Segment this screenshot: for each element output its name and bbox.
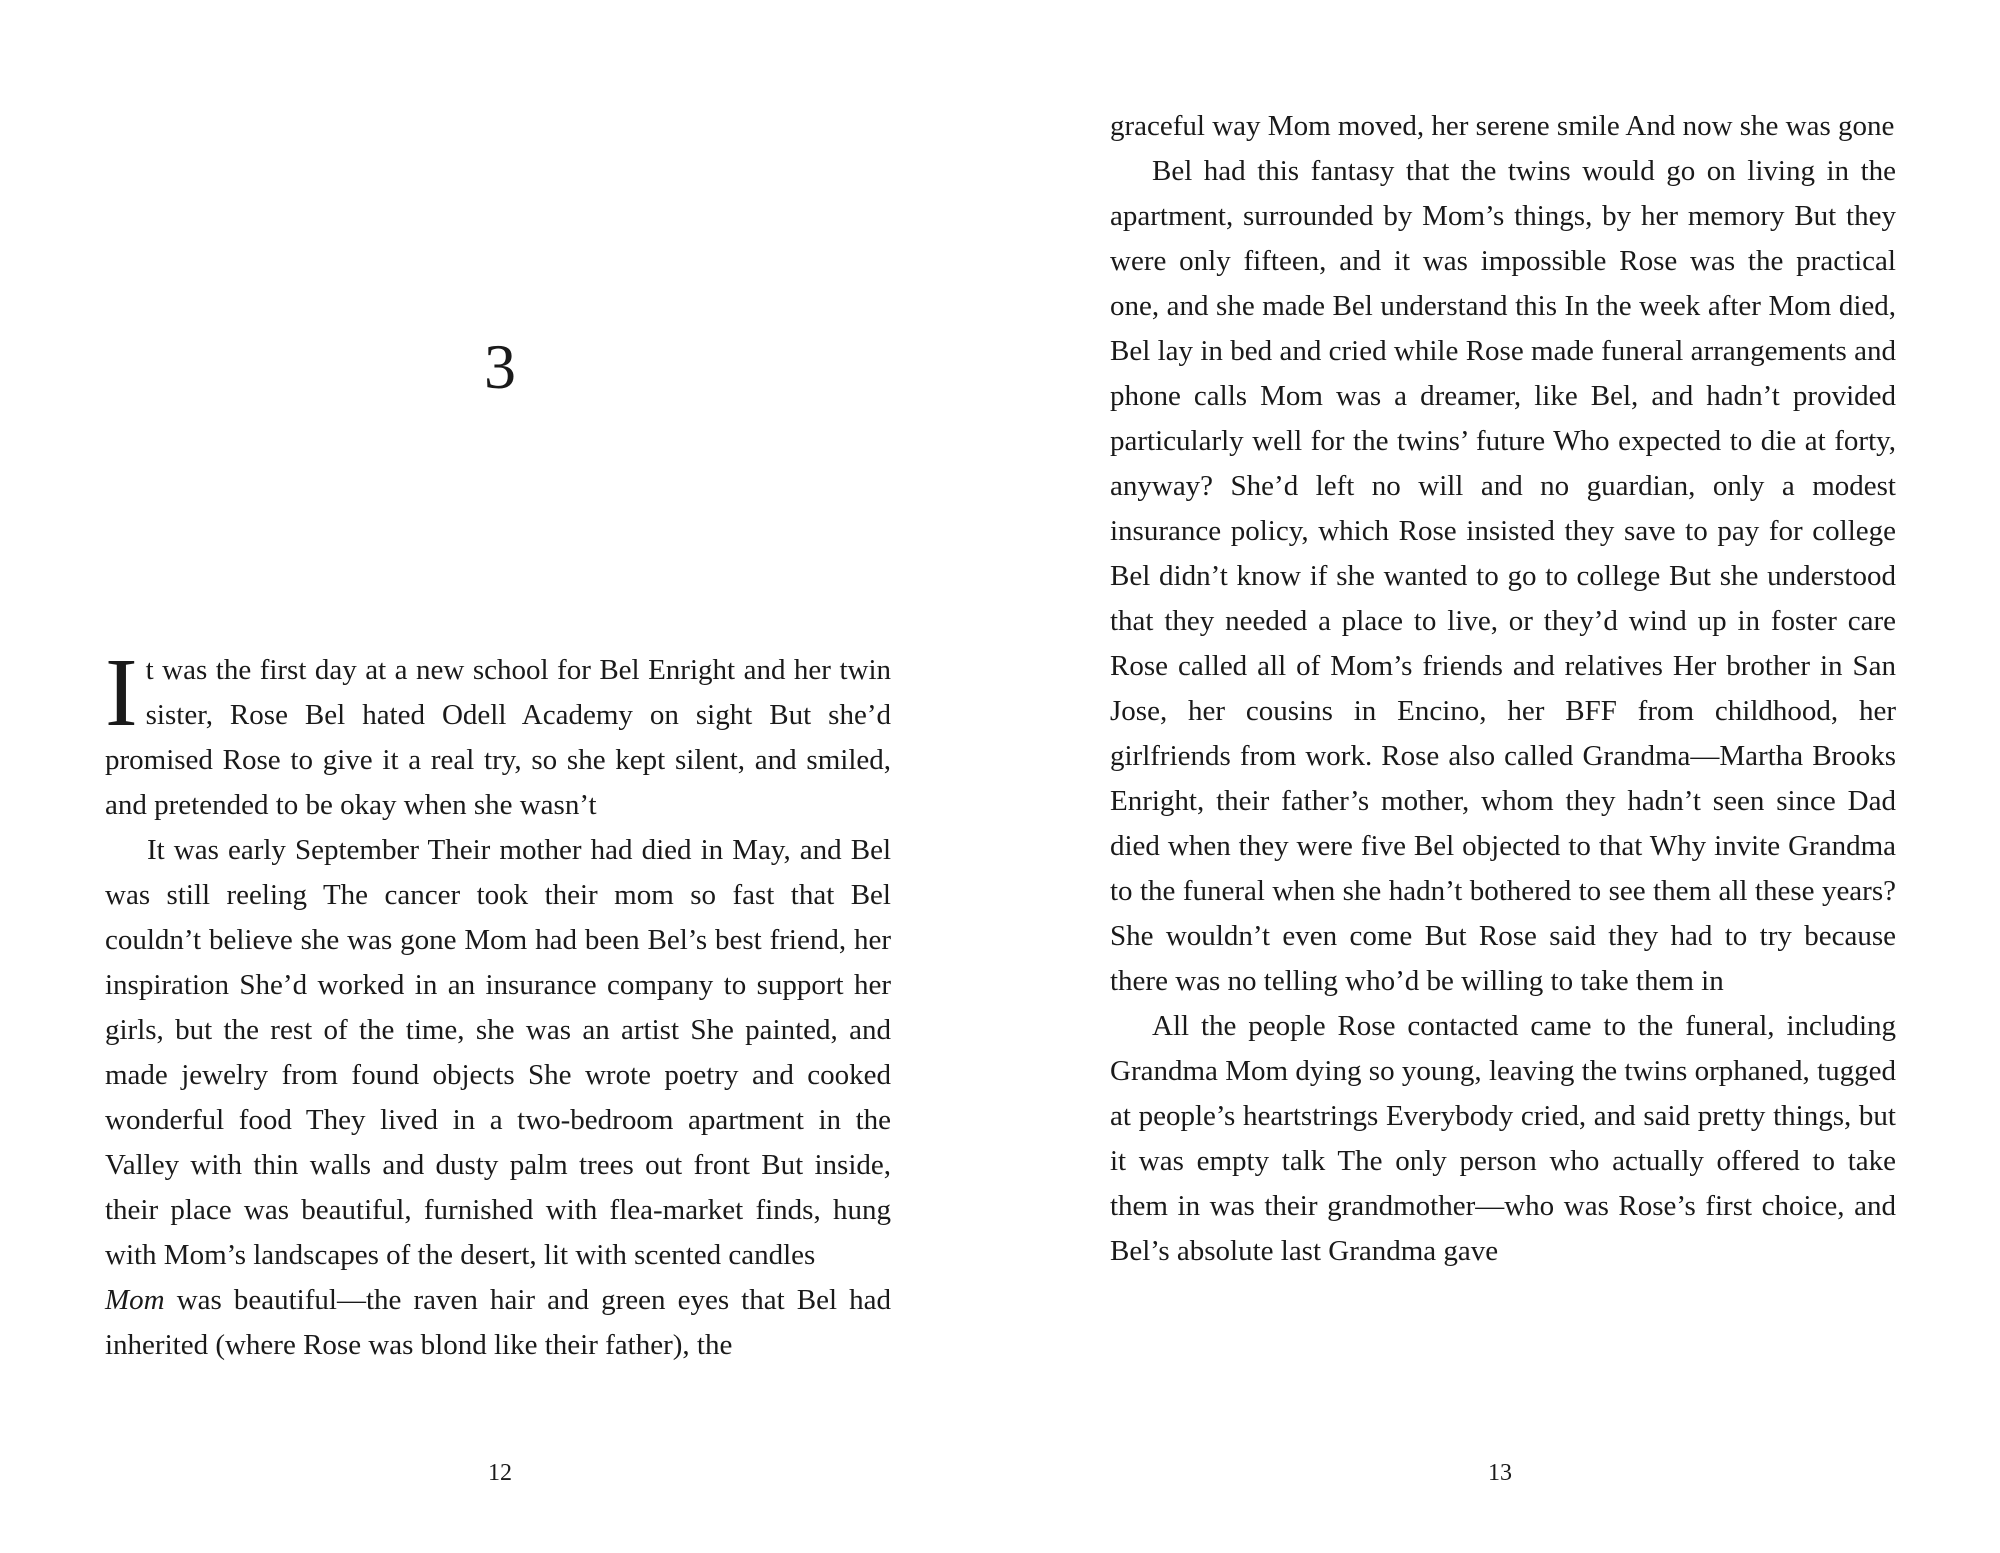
right-page [1000,0,2000,1553]
paragraph-continuation: graceful way Mom moved, her serene smile And now she was gone [1110,110,1895,142]
paragraph: All the people Rose contacted came to the funeral, including Grandma Mom dying so young, leaving the twins orphaned, tugged at people’s heartstrings Everybody cried, and said pretty things, but it was empty talk The only person who actually offered to take them in was their grandmother—who was Rose’s first choice, and Bel’s absolute last Grandma gave [1110,1010,1896,1267]
paragraph-text: It was early September Their mother had died in May, and Bel was still reeling The cancer took their mom so fast that Bel couldn’t believe she was gone Mom had been Bel’s best friend, her inspiration She’d worked in an insurance company to support her girls, but the rest of the time, she was an artist She painted, and made jewelry from found objects She wrote poetry and cooked wonderful food They lived in a two-bedroom apartment in the Valley with thin walls and dusty palm trees out front But inside, their place was beautiful, furnished with flea-market finds, hung with Mom’s landscapes of the desert, lit with scented candles [105,834,891,1271]
right-page-body [1110,104,1896,1274]
opening-paragraph [105,639,891,828]
drop-cap: I [105,639,138,747]
paragraph [105,828,891,1278]
paragraph-text: was beautiful—the raven hair and green eyes that Bel had inherited (where Rose was blond like their father), the [105,1284,891,1361]
italic-word: Mom [105,1284,165,1316]
page-number: 12 [488,1460,512,1486]
left-page-body [105,639,891,1368]
page-number: 13 [1488,1460,1512,1486]
opening-paragraph-text: t was the first day at a new school for Bel Enright and her twin sister, Rose Bel hated Odell Academy on sight But she’d promised Rose to give it a real try, so she kept silent, and smiled, and pretended to be okay when she wasn’t [105,654,891,821]
paragraph: Bel had this fantasy that the twins would go on living in the apartment, surrounded by Mom’s things, by her memory But they were only fifteen, and it was impossible Rose was the practical one, and she made Bel understand this In the week after Mom died, Bel lay in bed and cried while Rose made funeral arrangements and phone calls Mom was a dreamer, like Bel, and hadn’t provided particularly well for the twins’ future Who expected to die at forty, anyway? She’d left no will and no guardian, only a modest insurance policy, which Rose insisted they save to pay for college Bel didn’t know if she wanted to go to college But she understood that they needed a place to live, or they’d wind up in foster care Rose called all of Mom’s friends and relatives Her brother in San Jose, her cousins in Encino, her BFF from childhood, her girlfriends from work. Rose also called Grandma—Martha Brooks Enright, their father’s mother, whom they hadn’t seen since Dad died when they were five Bel objected to that Why invite Grandma to the funeral when she hadn’t bothered to see them all these years? She wouldn’t even come But Rose said they had to try because there was no telling who’d be willing to take them in [1110,155,1896,997]
chapter-number: 3 [484,331,516,402]
paragraph-continuation [105,1278,891,1368]
